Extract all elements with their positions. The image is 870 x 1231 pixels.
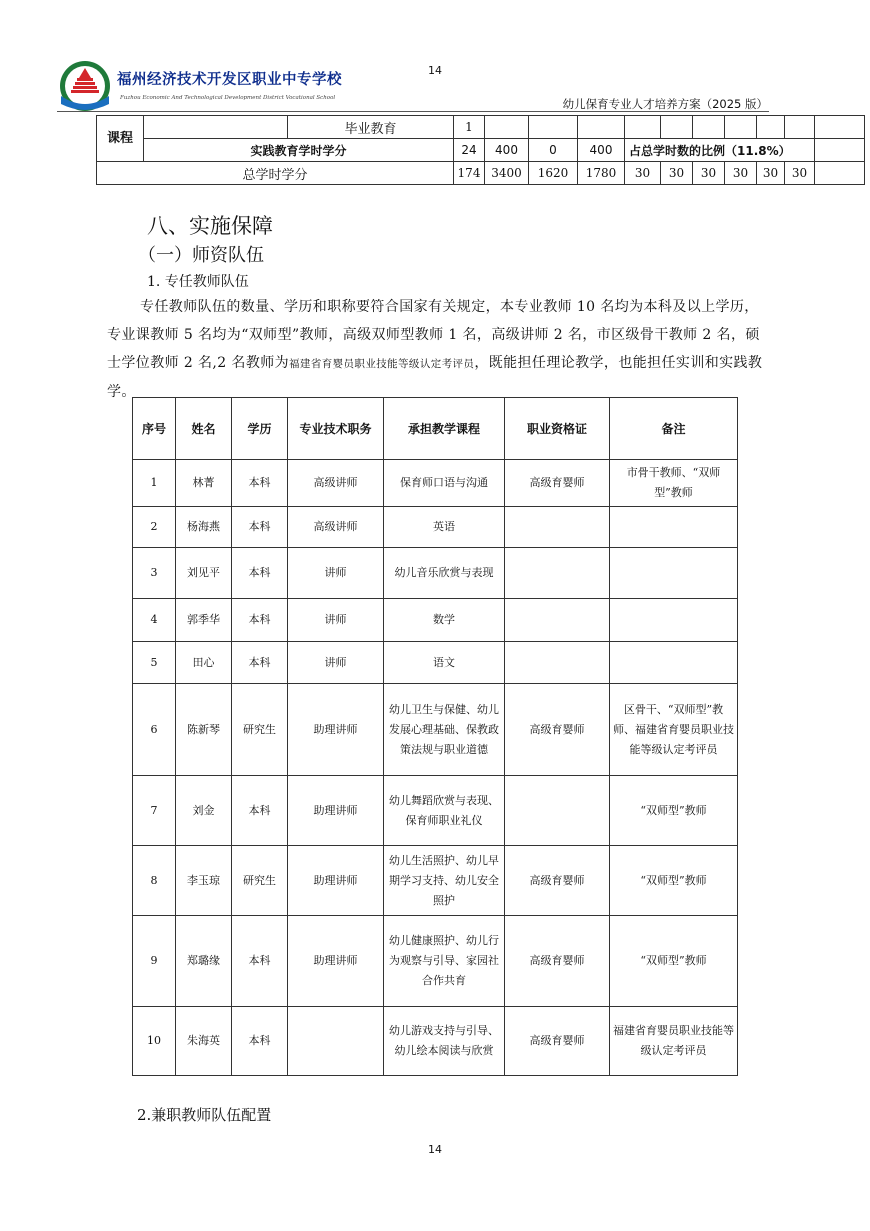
- total-value: 30: [693, 162, 725, 185]
- cell-degree: 本科: [232, 548, 288, 599]
- total-value: 30: [725, 162, 757, 185]
- paragraph-small-text: 福建省育婴员职业技能等级认定考评员: [289, 358, 475, 370]
- cell-courses: 幼儿舞蹈欣赏与表现、保育师职业礼仪: [384, 776, 505, 846]
- table-row: [133, 599, 738, 642]
- cell-title: 助理讲师: [288, 684, 384, 776]
- page-number-top: 14: [428, 64, 442, 77]
- section-subtitle: （一）师资队伍: [138, 245, 264, 266]
- total-value: 3400: [485, 162, 529, 185]
- cell-courses: 幼儿游戏支持与引导、幼儿绘本阅读与欣赏: [384, 1007, 505, 1076]
- total-value: 174: [454, 162, 485, 185]
- cell-cert: [505, 642, 610, 684]
- empty-cell: [529, 116, 578, 139]
- cell-degree: 本科: [232, 599, 288, 642]
- cell-no: 9: [133, 916, 176, 1007]
- cell-courses: 语文: [384, 642, 505, 684]
- cell-remark: 区骨干、“双师型”教师、福建省育婴员职业技能等级认定考评员: [610, 684, 738, 776]
- total-value: 30: [757, 162, 785, 185]
- table-row: [133, 642, 738, 684]
- school-name-en: Fuzhou Economic And Technological Development District Vocational School: [120, 95, 336, 101]
- cell-name: 郭季华: [176, 599, 232, 642]
- table-row: [97, 162, 865, 185]
- cell-name: 田心: [176, 642, 232, 684]
- cell-courses: 幼儿生活照护、幼儿早期学习支持、幼儿安全照护: [384, 846, 505, 916]
- page-number-bottom: 14: [428, 1143, 442, 1156]
- total-value: 30: [625, 162, 661, 185]
- header-divider: [57, 111, 769, 112]
- credit-summary-table: [96, 115, 865, 185]
- document-title: 幼儿保育专业人才培养方案（2025 版）: [562, 97, 768, 111]
- cell-remark: [610, 548, 738, 599]
- staff-table: [132, 397, 738, 1076]
- school-logo-icon: [57, 60, 113, 112]
- cell-cert: 高级育婴师: [505, 916, 610, 1007]
- cell-title: 助理讲师: [288, 916, 384, 1007]
- table-row: [133, 1007, 738, 1076]
- cell-title: 高级讲师: [288, 460, 384, 507]
- empty-cell: [815, 116, 865, 139]
- theory-hours: 0: [529, 139, 578, 162]
- cell-name: 陈新琴: [176, 684, 232, 776]
- cell-cert: [505, 507, 610, 548]
- cell-remark: “双师型”教师: [610, 776, 738, 846]
- empty-cell: [815, 139, 865, 162]
- subsection-heading: 1. 专任教师队伍: [147, 274, 249, 290]
- category-cell: 课程: [97, 116, 144, 162]
- cell-cert: 高级育婴师: [505, 460, 610, 507]
- empty-cell: [661, 116, 693, 139]
- column-header: 备注: [610, 398, 738, 460]
- cell-title: 助理讲师: [288, 846, 384, 916]
- cell-degree: 本科: [232, 507, 288, 548]
- cell-remark: [610, 642, 738, 684]
- cell-cert: 高级育婴师: [505, 684, 610, 776]
- cell-courses: 英语: [384, 507, 505, 548]
- cell-cert: [505, 599, 610, 642]
- cell-title: 讲师: [288, 548, 384, 599]
- cell-courses: 数学: [384, 599, 505, 642]
- cell-degree: 本科: [232, 916, 288, 1007]
- cell-cert: 高级育婴师: [505, 1007, 610, 1076]
- cell-degree: 本科: [232, 1007, 288, 1076]
- cell-cert: [505, 776, 610, 846]
- column-header: 专业技术职务: [288, 398, 384, 460]
- row-name: 实践教育学时学分: [144, 139, 454, 162]
- cell-no: 10: [133, 1007, 176, 1076]
- total-hours: 400: [485, 139, 529, 162]
- empty-cell: [725, 116, 757, 139]
- cell-degree: 本科: [232, 460, 288, 507]
- column-header: 序号: [133, 398, 176, 460]
- table-row: [133, 460, 738, 507]
- total-value: 30: [661, 162, 693, 185]
- cell-no: 1: [133, 460, 176, 507]
- cell-courses: 保育师口语与沟通: [384, 460, 505, 507]
- column-header: 姓名: [176, 398, 232, 460]
- cell-cert: 高级育婴师: [505, 846, 610, 916]
- cell-no: 2: [133, 507, 176, 548]
- empty-cell: [144, 116, 288, 139]
- cell-no: 3: [133, 548, 176, 599]
- subsection-heading-2: 2.兼职教师队伍配置: [137, 1106, 272, 1124]
- empty-cell: [485, 116, 529, 139]
- empty-cell: [785, 116, 815, 139]
- cell-courses: 幼儿健康照护、幼儿行为观察与引导、家园社合作共育: [384, 916, 505, 1007]
- total-value: 1780: [578, 162, 625, 185]
- table-row: [133, 548, 738, 599]
- column-header: 学历: [232, 398, 288, 460]
- cell-name: 李玉琼: [176, 846, 232, 916]
- table-row: [97, 116, 865, 139]
- empty-cell: [757, 116, 785, 139]
- row-name: 总学时学分: [97, 162, 454, 185]
- total-value: 1620: [529, 162, 578, 185]
- row-name: 毕业教育: [288, 116, 454, 139]
- empty-cell: [625, 116, 661, 139]
- cell-courses: 幼儿音乐欣赏与表现: [384, 548, 505, 599]
- cell-remark: 福建省育婴员职业技能等级认定考评员: [610, 1007, 738, 1076]
- cell-name: 郑璐缘: [176, 916, 232, 1007]
- cell-no: 8: [133, 846, 176, 916]
- cell-title: [288, 1007, 384, 1076]
- cell-title: 助理讲师: [288, 776, 384, 846]
- table-header-row: [133, 398, 738, 460]
- cell-no: 5: [133, 642, 176, 684]
- cell-degree: 研究生: [232, 846, 288, 916]
- column-header: 职业资格证: [505, 398, 610, 460]
- practice-hours: 400: [578, 139, 625, 162]
- paragraph-text-end: ，既能担任理论教学，也能担任实训和实践教学。: [107, 355, 763, 400]
- cell-remark: [610, 507, 738, 548]
- table-row: [133, 916, 738, 1007]
- cell-no: 4: [133, 599, 176, 642]
- cell-degree: 本科: [232, 642, 288, 684]
- cell-name: 朱海英: [176, 1007, 232, 1076]
- cell-degree: 研究生: [232, 684, 288, 776]
- paragraph-text: 专任教师队伍的数量、学历和职称要符合国家有关规定，本专业教师 10 名均为本科及以上学历，专业课教师 5 名均为“双师型”教师，高级双师型教师 1 名，高级讲师 2 名，市区级骨干教师 2 名，硕士学位教师 2 名,2 名教师为: [107, 299, 760, 371]
- cell-remark: “双师型”教师: [610, 916, 738, 1007]
- cell-name: 杨海燕: [176, 507, 232, 548]
- total-value: 30: [785, 162, 815, 185]
- cell-title: 讲师: [288, 599, 384, 642]
- cell-courses: 幼儿卫生与保健、幼儿发展心理基础、保教政策法规与职业道德: [384, 684, 505, 776]
- credit-value: 1: [454, 116, 485, 139]
- cell-cert: [505, 548, 610, 599]
- cell-degree: 本科: [232, 776, 288, 846]
- table-row: [133, 776, 738, 846]
- empty-cell: [815, 162, 865, 185]
- cell-remark: [610, 599, 738, 642]
- table-row: [133, 684, 738, 776]
- school-name-cn: 福州经济技术开发区职业中专学校: [117, 72, 342, 88]
- credit-value: 24: [454, 139, 485, 162]
- section-title: 八、实施保障: [147, 214, 273, 238]
- empty-cell: [693, 116, 725, 139]
- cell-name: 林菁: [176, 460, 232, 507]
- cell-name: 刘金: [176, 776, 232, 846]
- body-paragraph: [107, 293, 773, 406]
- table-row: [97, 139, 865, 162]
- cell-remark: 市骨干教师、“双师型”教师: [610, 460, 738, 507]
- table-row: [133, 846, 738, 916]
- cell-name: 刘见平: [176, 548, 232, 599]
- table-row: [133, 507, 738, 548]
- empty-cell: [578, 116, 625, 139]
- cell-title: 高级讲师: [288, 507, 384, 548]
- cell-remark: “双师型”教师: [610, 846, 738, 916]
- cell-title: 讲师: [288, 642, 384, 684]
- cell-no: 7: [133, 776, 176, 846]
- column-header: 承担教学课程: [384, 398, 505, 460]
- cell-no: 6: [133, 684, 176, 776]
- ratio-text: 占总学时数的比例（11.8%）: [625, 139, 815, 162]
